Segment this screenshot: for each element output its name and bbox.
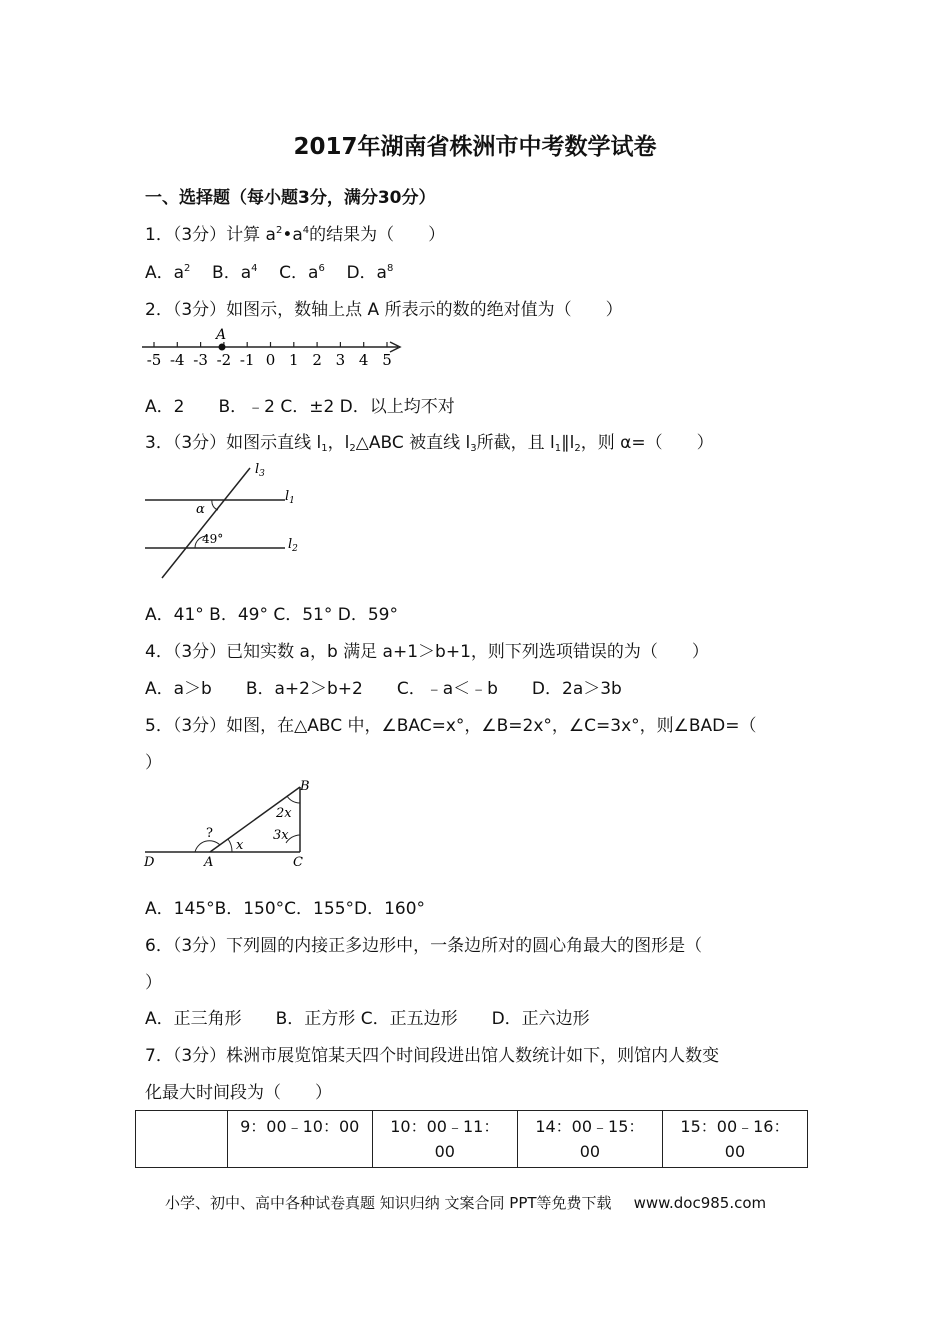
question-4-options: A．a＞b B．a+2＞b+2 C．﹣a＜﹣b D．2a＞3b xyxy=(145,679,622,699)
unknown-angle-label: ? xyxy=(206,826,213,841)
angle-x-label: x xyxy=(236,838,244,853)
footer xyxy=(165,1192,766,1213)
question-5-stem-cont: ） xyxy=(145,753,162,773)
number-line-tick-label: 1 xyxy=(289,351,299,369)
number-line-tick-label: -5 xyxy=(146,351,162,369)
alpha-label: α xyxy=(196,502,205,517)
question-7-stem-cont: 化最大时间段为（ ） xyxy=(145,1083,332,1103)
number-line-tick-label: -4 xyxy=(169,351,185,369)
number-line-tick-label: 0 xyxy=(265,351,276,369)
question-6-stem-cont: ） xyxy=(145,973,162,993)
question-3-options: A．41° B．49° C．51° D．59° xyxy=(145,605,398,625)
table-header-cell: 14：00﹣15： 00 xyxy=(517,1111,662,1168)
table-header-cell: 10：00﹣11： 00 xyxy=(372,1111,517,1168)
point-a-marker xyxy=(219,344,226,351)
vertex-b-label: B xyxy=(300,779,310,794)
parallel-lines-figure xyxy=(140,458,320,583)
question-2-options: A．2 B．﹣2 C．±2 D．以上均不对 xyxy=(145,397,455,417)
vertex-c-label: C xyxy=(293,855,303,869)
question-1-stem: 1．（3分）计算 $a^2•a^4$的结果为（ ） xyxy=(145,225,446,245)
question-4-stem: 4．（3分）已知实数 a，b 满足 a+1＞b+1，则下列选项错误的为（ ） xyxy=(145,642,709,662)
l3-label: $l_3$ xyxy=(255,462,265,479)
angle-2x-label: 2x xyxy=(276,806,292,821)
number-line-tick-label: 3 xyxy=(335,351,346,369)
question-5-options: A．145°B．150°C．155°D．160° xyxy=(145,899,426,919)
page-title: 2017年湖南省株洲市中考数学试卷 xyxy=(293,134,657,160)
number-line-tick-label: -3 xyxy=(193,351,208,369)
question-5-stem: 5．（3分）如图，在△ABC 中，∠BAC=x°，∠B=2x°，∠C=3x°，则∠BAD=（ xyxy=(145,716,757,736)
number-line-tick-label: -2 xyxy=(216,351,232,369)
angle-bac-arc xyxy=(228,839,232,852)
question-6-stem: 6．（3分）下列圆的内接正多边形中，一条边所对的圆心角最大的图形是（ xyxy=(145,936,703,956)
question-6-options: A．正三角形 B．正方形 C．正五边形 D．正六边形 xyxy=(145,1009,590,1029)
number-line-tick-label: -1 xyxy=(239,351,255,369)
table-header-cell: 9：00﹣10：00 xyxy=(227,1111,372,1168)
l2-label: $l_2$ xyxy=(288,537,298,554)
angle-49-label: 49° xyxy=(202,532,224,546)
number-line-tick-label: 4 xyxy=(358,351,369,369)
section-heading: 一、选择题（每小题3分，满分30分） xyxy=(145,188,436,208)
angle-3x-label: 3x xyxy=(273,828,289,843)
question-3-stem: 3．（3分）如图示直线 $l_1$，$l_2\triangle ABC$ 被直线 $l_3$所截，且 $l_1\parallel l_2$，则 α=（ ） xyxy=(145,433,714,454)
table-header-cell: 15：00﹣16： 00 xyxy=(662,1111,807,1168)
table-header-cell xyxy=(136,1111,228,1168)
l1-label: $l_1$ xyxy=(285,489,295,506)
point-a-label: A xyxy=(216,327,227,343)
question-2-stem: 2．（3分）如图示，数轴上点 A 所表示的数的绝对值为（ ） xyxy=(145,300,623,320)
question-1-options: A．$a^2$ B．$a^4$ C．$a^6$ D．$a^8$ xyxy=(145,263,394,283)
footer-text: 小学、初中、高中各种试卷真题 知识归纳 文案合同 PPT等免费下载 xyxy=(165,1194,612,1212)
number-line-tick-label: 5 xyxy=(382,351,392,369)
angle-dab-arc xyxy=(195,841,220,852)
vertex-a-label: A xyxy=(204,855,214,869)
number-line-figure xyxy=(140,325,410,370)
angle-b-arc xyxy=(287,796,300,803)
table-row xyxy=(136,1111,808,1168)
triangle-figure xyxy=(140,777,320,869)
point-d-label: D xyxy=(144,855,155,869)
line-l3 xyxy=(162,468,250,578)
footer-link[interactable]: www.doc985.com xyxy=(633,1194,767,1212)
question-7-stem: 7．（3分）株洲市展览馆某天四个时间段进出馆人数统计如下，则馆内人数变 xyxy=(145,1046,720,1066)
number-line-tick-label: 2 xyxy=(312,351,322,369)
visitor-table xyxy=(135,1110,808,1168)
